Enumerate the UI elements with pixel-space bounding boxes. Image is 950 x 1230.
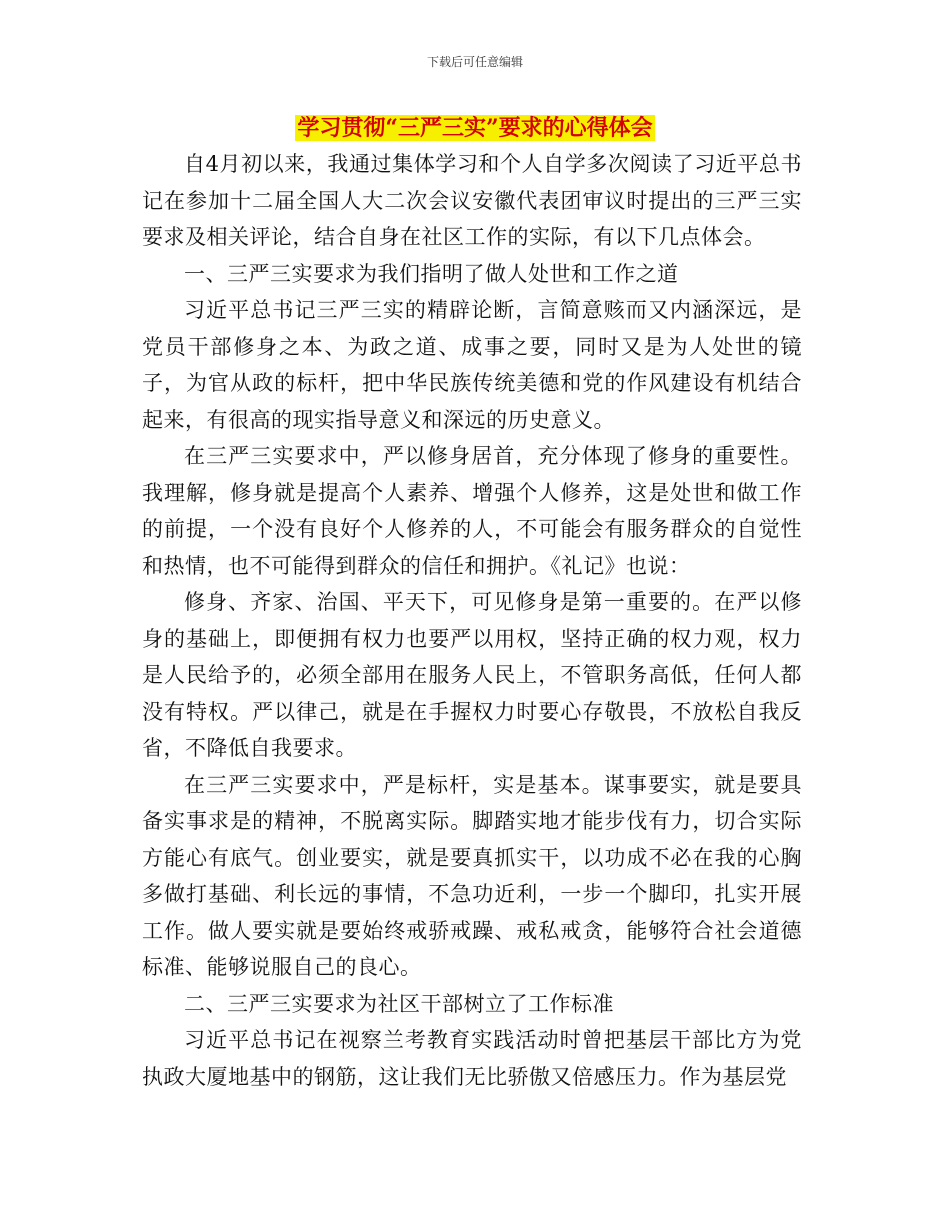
paragraph: 在三严三实要求中，严是标杆，实是基本。谋事要实，就是要具备实事求是的精神，不脱离实际。脚踏实地才能步伐有力，切合实际方能心有底气。创业要实，就是要真抓实干，以功成不必在我的心胸多做打基础、利长远的事情，不急功近利，一步一个脚印，扎实开展工作。做人要实就是要始终戒骄戒躁、戒私戒贪，能够符合社会道德标准、能够说服自己的良心。: [142, 772, 802, 979]
section-heading-1: 一、三严三实要求为我们指明了做人处世和工作之道: [184, 261, 679, 286]
header-note: 下载后可任意编辑: [426, 55, 523, 69]
document-title: [0, 113, 950, 143]
paragraph: 在三严三实要求中，严以修身居首，充分体现了修身的重要性。我理解，修身就是提高个人素养、增强个人修养，这是处世和做工作的前提，一个没有良好个人修养的人，不可能会有服务群众的自觉性和热情，也不可能得到群众的信任和拥护。《礼记》也说：: [142, 444, 802, 578]
paragraph: 习近平总书记在视察兰考教育实践活动时曾把基层干部比方为党执政大厦地基中的钢筋，这让我们无比骄傲又倍感压力。作为基层党: [142, 1028, 802, 1089]
paragraph: 自4月初以来，我通过集体学习和个人自学多次阅读了习近平总书记在参加十二届全国人大二次会议安徽代表团审议时提出的三严三实要求及相关评论，结合自身在社区工作的实际，有以下几点体会。: [142, 152, 802, 249]
document-body: [142, 146, 802, 1095]
section-heading-2: 二、三严三实要求为社区干部树立了工作标准: [184, 991, 614, 1016]
paragraph: 修身、齐家、治国、平天下，可见修身是第一重要的。在严以修身的基础上，即便拥有权力也要严以用权，坚持正确的权力观，权力是人民给予的，必须全部用在服务人民上，不管职务高低，任何人都没有特权。严以律己，就是在手握权力时要心存敬畏，不放松自我反省，不降低自我要求。: [142, 590, 802, 760]
title-highlight: 学习贯彻“三严三实”要求的心得体会: [297, 115, 653, 141]
paragraph: 习近平总书记三严三实的精辟论断，言简意赅而又内涵深远，是党员干部修身之本、为政之道、成事之要，同时又是为人处世的镜子，为官从政的标杆，把中华民族传统美德和党的作风建设有机结合起来，有很高的现实指导意义和深远的历史意义。: [142, 298, 802, 432]
